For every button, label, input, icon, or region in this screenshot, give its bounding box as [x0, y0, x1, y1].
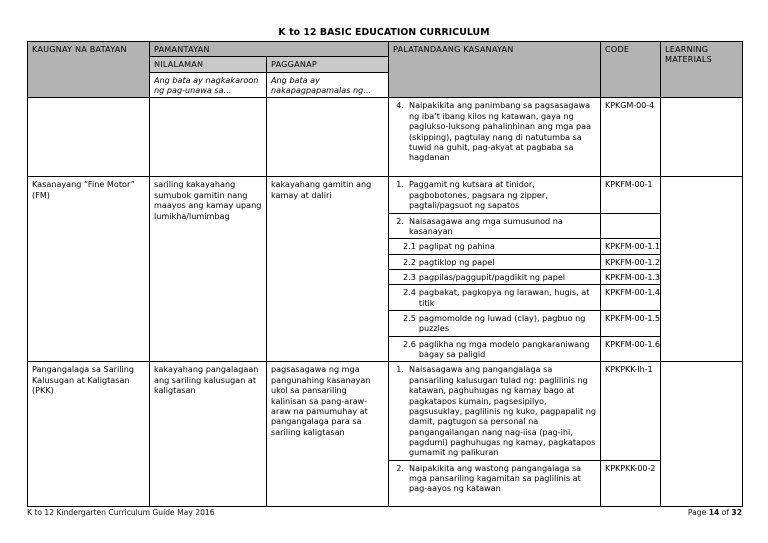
skill-number: 1. — [396, 364, 405, 375]
skill-entry — [393, 241, 596, 251]
cell-code: KPKFM-00-1.6 — [601, 336, 661, 362]
header-nilalaman-note: Ang bata ay nagkakaroon ng pag-unawa sa… — [150, 72, 267, 98]
header-kaugnay-na-batayan: KAUGNAY NA BATAYAN — [28, 42, 150, 98]
cell-kaugnay-na-batayan — [28, 177, 150, 362]
skill-entry — [393, 287, 596, 308]
cell-code: KPKFM-00-1.1 — [601, 239, 661, 254]
domain-title: Kasanayang “Fine Motor” — [32, 179, 135, 190]
domain-abbr: (PKK) — [32, 385, 54, 396]
skill-entry — [393, 216, 596, 237]
skill-number: 2.6 — [403, 338, 416, 349]
skill-number: 4. — [396, 100, 405, 111]
skill-text: paglikha ng mga modelo pangkaraniwang bagay sa paligid — [418, 338, 590, 360]
cell-code: KPKFM-00-1.5 — [601, 311, 661, 337]
skill-entry — [393, 257, 596, 267]
footer-page-indicator — [688, 508, 742, 517]
cell-code: KPKPKK-Ih-1 — [601, 362, 661, 460]
skill-text: pagmomolde ng luwad (clay), pagbuo ng puzzles — [418, 313, 586, 334]
cell-pagganap: pagsasagawa ng mga pangunahing kasanayan ukol sa pansariling kalinisan sa pang-araw-araw na pamumuhay at pangangalaga para sa sariling kaligtasan — [267, 362, 389, 506]
footer-document-label: K to 12 Kindergarten Curriculum Guide May 2016 — [27, 508, 215, 517]
cell-palatandaang-kasanayan — [389, 285, 601, 311]
skill-entry — [393, 272, 596, 282]
cell-nilalaman: sariling kakayahang sumubok gamitin nang maayos ang kamay upang lumikha/lumimbag — [150, 177, 267, 362]
header-pagganap-note: Ang bata ay nakapagpapamalas ng… — [267, 72, 389, 98]
header-learning-materials: LEARNING MATERIALS — [661, 42, 743, 98]
skill-number: 2.4 — [403, 287, 416, 298]
domain-title: Pangangalaga sa Sariling Kalusugan at Kaligtasan — [32, 364, 134, 385]
page-title: K to 12 BASIC EDUCATION CURRICULUM — [278, 27, 490, 38]
table-row — [28, 98, 743, 177]
cell-palatandaang-kasanayan — [389, 177, 601, 213]
skill-text: Naipakikita ang wastong pangangalaga sa mga pansariling kagamitan sa paglilinis at pag-aayos ng katawan — [409, 462, 582, 494]
cell-palatandaang-kasanayan — [389, 213, 601, 239]
cell-nilalaman: kakayahang pangalagaan ang sariling kalusugan at kaligtasan — [150, 362, 267, 506]
cell-code: KPKPKK-00-2 — [601, 460, 661, 506]
footer-page-prefix: Page — [687, 508, 709, 517]
cell-code: KPKFM-00-1.4 — [601, 285, 661, 311]
skill-text: Naisasagawa ang mga sumusunod na kasanayan — [409, 215, 563, 236]
cell-learning-materials — [661, 177, 743, 362]
skill-number: 2.5 — [403, 313, 416, 324]
cell-palatandaang-kasanayan — [389, 254, 601, 269]
cell-kaugnay-na-batayan — [28, 98, 150, 177]
table-header-tier-1 — [28, 42, 743, 57]
skill-number: 2. — [396, 462, 405, 473]
skill-entry — [393, 179, 596, 210]
cell-pagganap — [267, 98, 389, 177]
table-row — [28, 362, 743, 460]
skill-number: 2.3 — [403, 271, 416, 282]
header-code: CODE — [601, 42, 661, 98]
cell-code: KPKGM-00-4 — [601, 98, 661, 177]
cell-palatandaang-kasanayan — [389, 311, 601, 337]
cell-learning-materials — [661, 98, 743, 177]
cell-palatandaang-kasanayan — [389, 460, 601, 506]
cell-pagganap: kakayahang gamitin ang kamay at daliri — [267, 177, 389, 362]
cell-palatandaang-kasanayan — [389, 336, 601, 362]
cell-code: KPKFM-00-1.2 — [601, 254, 661, 269]
skill-number: 2. — [396, 215, 405, 226]
skill-entry — [393, 463, 596, 494]
cell-code: KPKFM-00-1.3 — [601, 269, 661, 284]
header-nilalaman: NILALAMAN — [150, 57, 267, 72]
cell-nilalaman — [150, 98, 267, 177]
table-row — [28, 177, 743, 213]
cell-palatandaang-kasanayan — [389, 269, 601, 284]
curriculum-table — [27, 41, 743, 507]
footer-page-middle: of — [719, 508, 732, 517]
skill-entry — [393, 100, 596, 162]
cell-code — [601, 213, 661, 239]
skill-text: pagtiklop ng papel — [418, 256, 495, 267]
skill-text: Naipakikita ang panimbang sa pagsasagawa ng iba’t ibang kilos ng katawan, gaya ng paglukso-luksong pahalinhinan ang mga paa (skipping), pagtulay nang di natutumba sa tuwid na guhit, pag-akyat at pagbaba sa hagdanan — [409, 100, 592, 163]
cell-palatandaang-kasanayan — [389, 239, 601, 254]
skill-text: pagbakat, pagkopya ng larawan, hugis, at titik — [418, 287, 590, 308]
skill-text: Naisasagawa ang pangangalaga sa pansariling kalusugan tulad ng: paglilinis ng katawan, paghuhugas ng kamay bago at pagkatapos kumain, pagsesipilyo, pagsusuklay, paglilinis ng kuko, pagpapalit ng damit, pagtugon sa personal na pangangailangan nang nag-iisa (pag-ihi, pagdumi) paghuhugas ng kamay, pagkatapos gumamit ng palikuran — [409, 364, 597, 458]
skill-number: 2.1 — [403, 241, 416, 252]
domain-abbr: (FM) — [32, 189, 50, 200]
skill-text: pagpilas/paggupit/pagdikit ng papel — [418, 271, 566, 282]
cell-code: KPKFM-00-1 — [601, 177, 661, 213]
footer-page-total: 32 — [731, 508, 742, 517]
cell-palatandaang-kasanayan — [389, 98, 601, 177]
skill-number: 1. — [396, 179, 405, 190]
skill-number: 2.2 — [403, 256, 416, 267]
skill-entry — [393, 364, 596, 457]
skill-entry — [393, 313, 596, 334]
footer-page-number: 14 — [708, 508, 720, 517]
cell-palatandaang-kasanayan — [389, 362, 601, 460]
cell-kaugnay-na-batayan — [28, 362, 150, 506]
cell-learning-materials — [661, 362, 743, 506]
skill-text: paglipat ng pahina — [418, 241, 495, 252]
header-palatandaang-kasanayan: PALATANDAANG KASANAYAN — [389, 42, 601, 98]
header-pamantayan-group: PAMANTAYAN — [150, 42, 389, 57]
skill-entry — [393, 339, 596, 360]
skill-text: Paggamit ng kutsara at tinidor, pagbobotones, pagsara ng zipper, pagtali/pagsuot ng sapatos — [409, 179, 548, 211]
header-pagganap: PAGGANAP — [267, 57, 389, 72]
